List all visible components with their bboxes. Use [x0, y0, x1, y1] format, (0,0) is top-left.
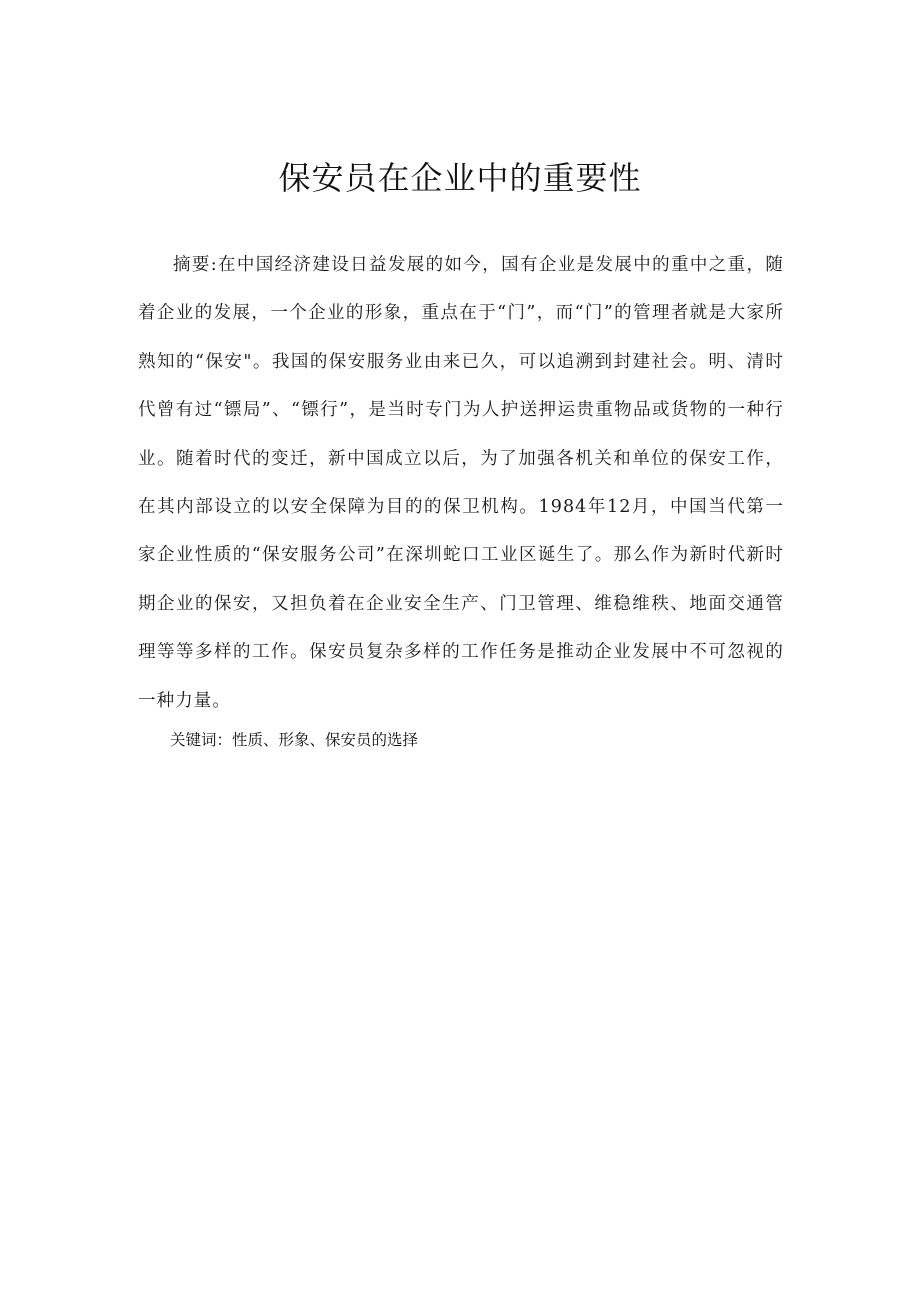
abstract-paragraph: 摘要:在中国经济建设日益发展的如今，国有企业是发展中的重中之重，随着企业的发展，一个企业的形象，重点在于“门”，而“门”的管理者就是大家所熟知的“保安"。我国的保安服务业由来已久，可以追溯到封建社会。明、清时代曾有过“镖局”、“镖行”，是当时专门为人护送押运贵重物品或货物的一种行业。随着时代的变迁，新中国成立以后，为了加强各机关和单位的保安工作，在其内部设立的以安全保障为目的的保卫机构。1984年12月，中国当代第一家企业性质的“保安服务公司”在深圳蛇口工业区诞生了。那么作为新时代新时期企业的保安，又担负着在企业安全生产、门卫管理、维稳维秩、地面交通管理等等多样的工作。保安员复杂多样的工作任务是推动企业发展中不可忽视的一种力量。 [138, 255, 784, 711]
keywords-line: 关键词：性质、形象、保安员的选择 [170, 731, 419, 749]
document-title: 保安员在企业中的重要性 [278, 159, 642, 197]
